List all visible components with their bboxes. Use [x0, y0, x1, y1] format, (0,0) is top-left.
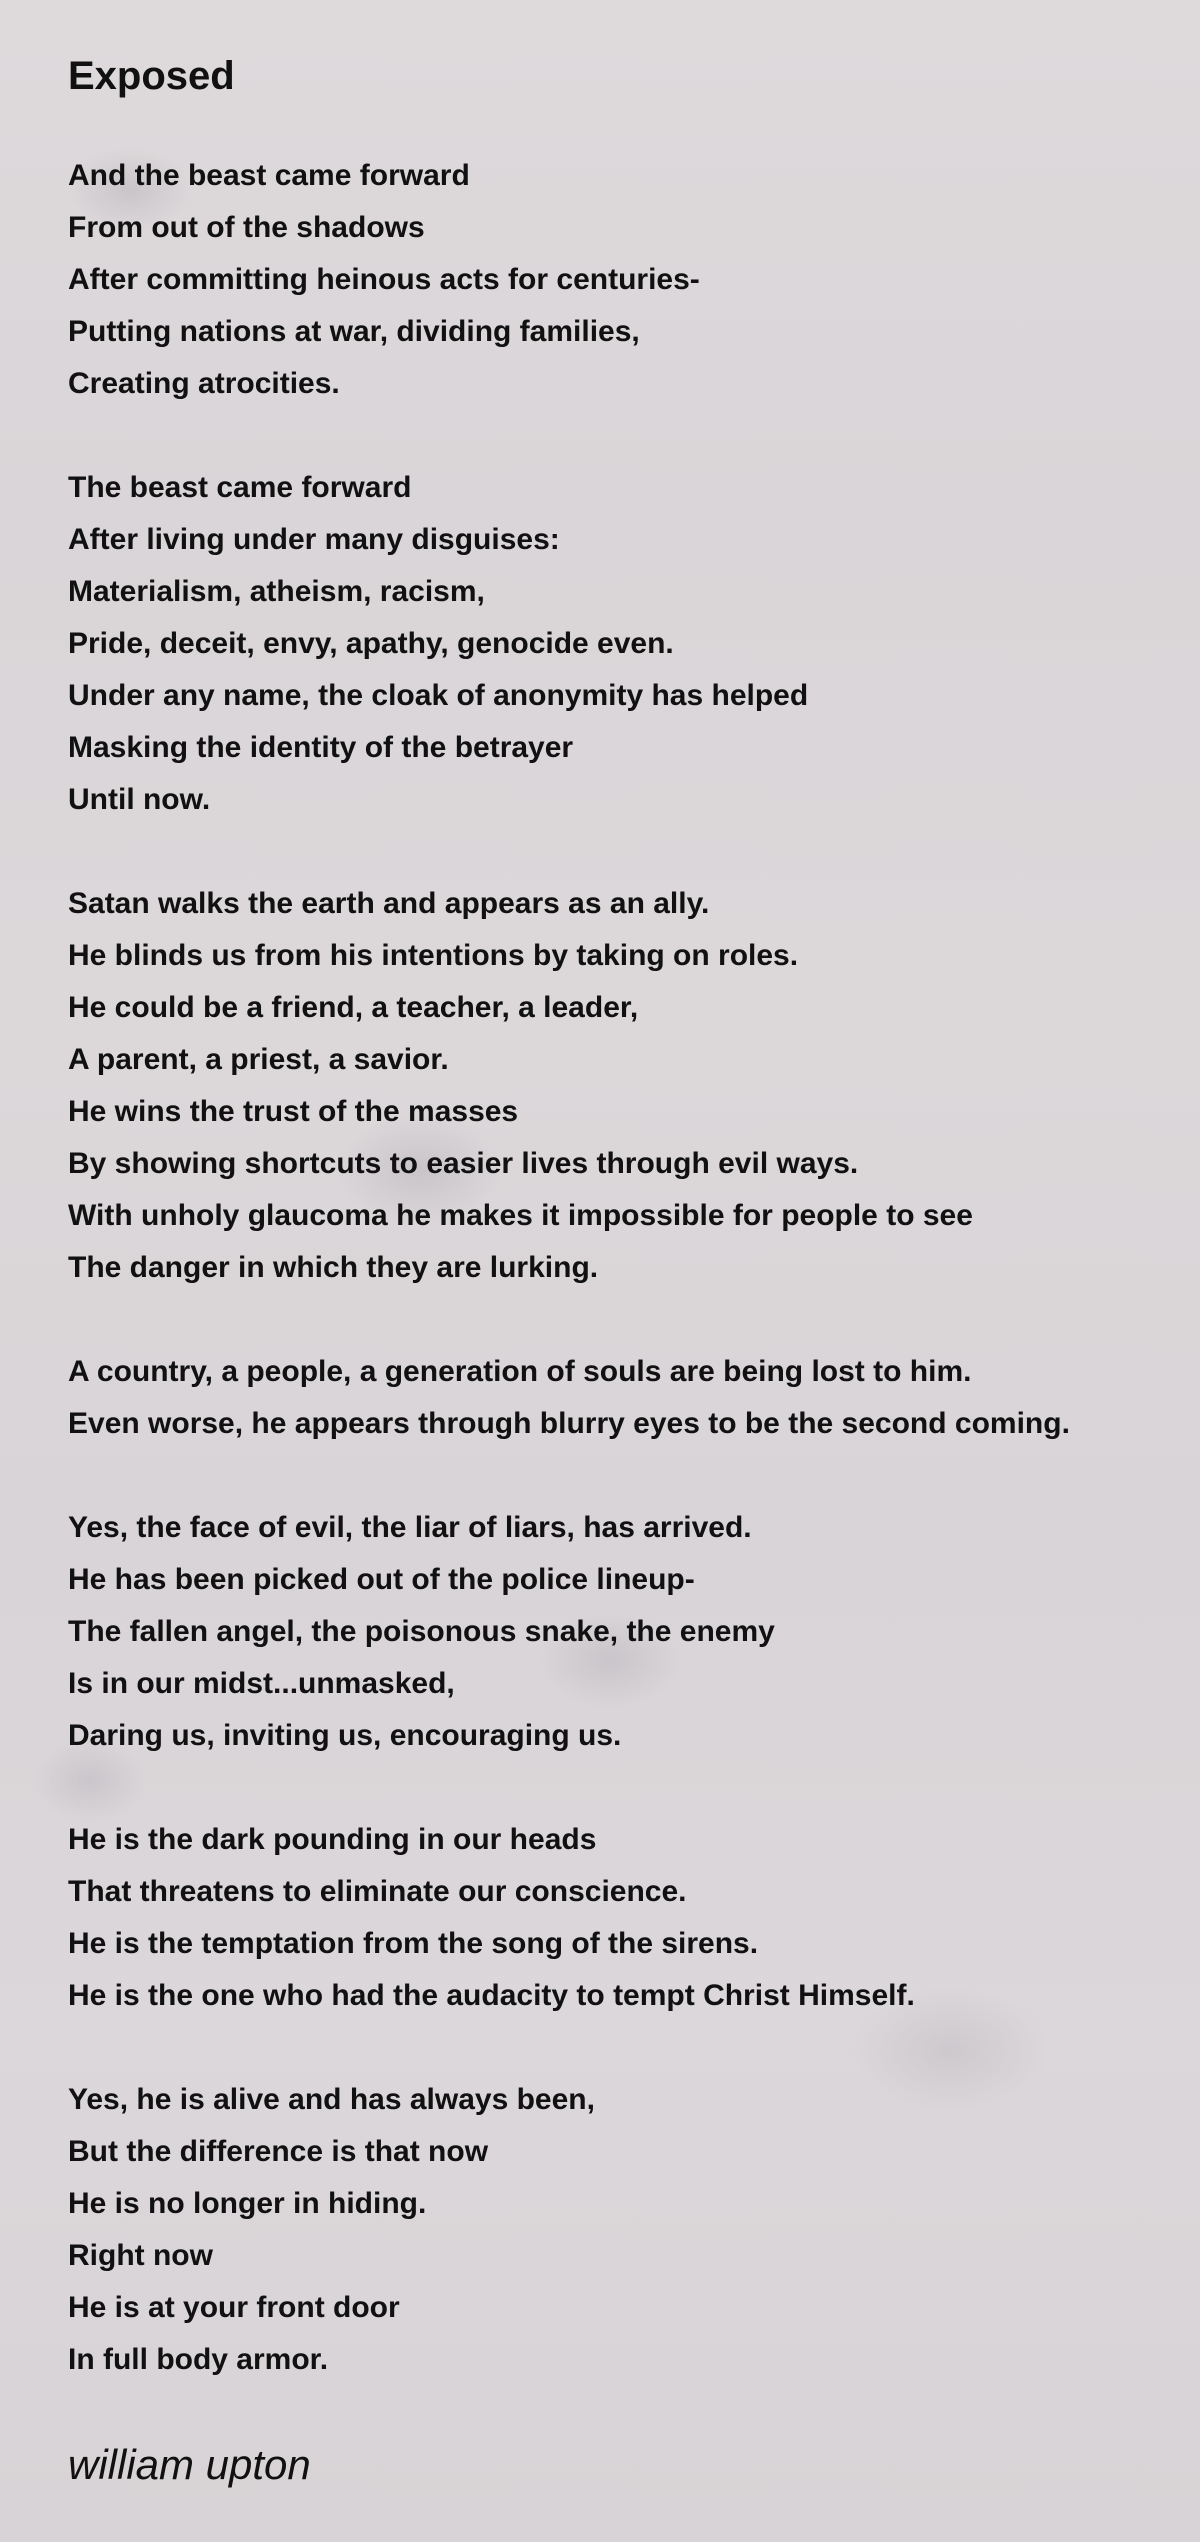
poem-line: Masking the identity of the betrayer: [68, 731, 574, 764]
poem-line: He is the temptation from the song of the sirens.: [68, 1927, 759, 1960]
stanza: [68, 878, 1178, 1294]
poem-line: He is no longer in hiding.: [68, 2187, 427, 2220]
stanza: [68, 2074, 1178, 2386]
poem-line: The danger in which they are lurking.: [68, 1251, 599, 1284]
poem-line: He is the one who had the audacity to tempt Christ Himself.: [68, 1979, 915, 2012]
poem-line: Daring us, inviting us, encouraging us.: [68, 1719, 622, 1752]
stanza: [68, 1814, 1178, 2022]
poem-line: Yes, the face of evil, the liar of liars, has arrived.: [68, 1511, 752, 1544]
poem-line: After living under many disguises:: [68, 523, 560, 556]
poem-line: Putting nations at war, dividing families,: [68, 315, 640, 348]
poem-line: After committing heinous acts for centuries-: [68, 263, 700, 296]
poem-line: Is in our midst...unmasked,: [68, 1667, 455, 1700]
poem-line: With unholy glaucoma he makes it impossible for people to see: [68, 1199, 973, 1232]
stanza: [68, 150, 1178, 410]
poem-line: He has been picked out of the police lineup-: [68, 1563, 695, 1596]
poem-line: He wins the trust of the masses: [68, 1095, 519, 1128]
poem-line: He blinds us from his intentions by taking on roles.: [68, 939, 799, 972]
stanza: [68, 1346, 1178, 1450]
poem-line: And the beast came forward: [68, 159, 470, 192]
poem-title: Exposed: [68, 54, 235, 98]
poem-line: Until now.: [68, 783, 211, 816]
poem-line: Right now: [68, 2239, 213, 2272]
poem-line: Pride, deceit, envy, apathy, genocide even.: [68, 627, 674, 660]
poem-line: But the difference is that now: [68, 2135, 489, 2168]
poem-line: Under any name, the cloak of anonymity has helped: [68, 679, 809, 712]
stanza: [68, 462, 1178, 826]
poem-line: The beast came forward: [68, 471, 412, 504]
poem-line: From out of the shadows: [68, 211, 425, 244]
poem-line: Creating atrocities.: [68, 367, 340, 400]
stanza: [68, 1502, 1178, 1762]
poem-line: Even worse, he appears through blurry eyes to be the second coming.: [68, 1407, 1070, 1440]
poem-line: He could be a friend, a teacher, a leader,: [68, 991, 639, 1024]
poem-line: He is the dark pounding in our heads: [68, 1823, 597, 1856]
poem-body: [68, 150, 1178, 2438]
poem-author: william upton: [68, 2441, 311, 2488]
poem-line: In full body armor.: [68, 2343, 329, 2376]
poem-line: The fallen angel, the poisonous snake, the enemy: [68, 1615, 775, 1648]
poem-line: That threatens to eliminate our conscience.: [68, 1875, 687, 1908]
poem-line: Materialism, atheism, racism,: [68, 575, 485, 608]
poem-line: He is at your front door: [68, 2291, 400, 2324]
poem-line: Yes, he is alive and has always been,: [68, 2083, 595, 2116]
poem-line: A country, a people, a generation of souls are being lost to him.: [68, 1355, 972, 1388]
poem-line: By showing shortcuts to easier lives through evil ways.: [68, 1147, 859, 1180]
poem-line: A parent, a priest, a savior.: [68, 1043, 449, 1076]
poem-line: Satan walks the earth and appears as an ally.: [68, 887, 710, 920]
